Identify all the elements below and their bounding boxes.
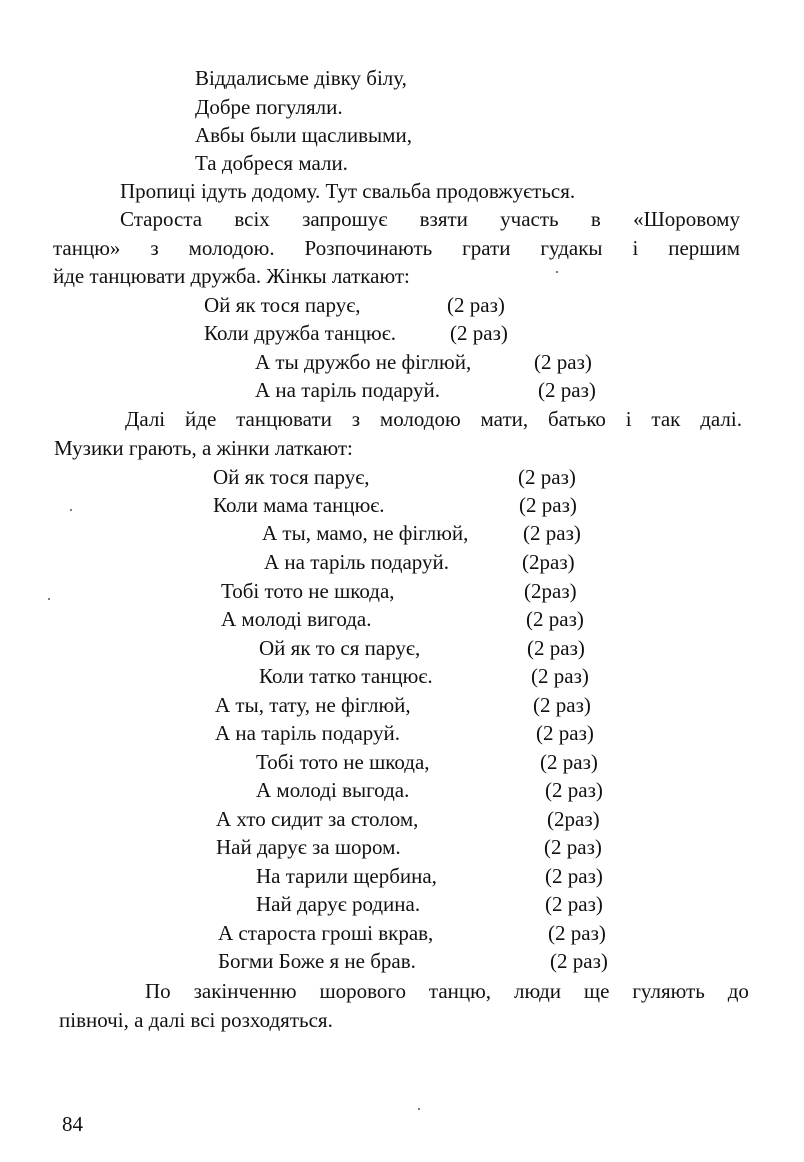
verse-2-line-11: Тобі тото не шкода, — [256, 750, 430, 774]
paragraph-2-line-1 — [120, 209, 740, 230]
verse-2-line-3: А ты, мамо, не фіглюй, — [262, 521, 469, 545]
verse-2-line-5: Тобі тото не шкода, — [221, 579, 395, 603]
repeat-mark: (2 раз) — [544, 835, 602, 859]
repeat-mark: (2 раз) — [526, 607, 584, 631]
paragraph-1: Пропиці ідуть додому. Тут свальба продовжується. — [120, 179, 576, 203]
repeat-mark: (2 раз) — [540, 750, 598, 774]
repeat-mark: (2 раз) — [548, 921, 606, 945]
word: взяти — [419, 207, 468, 231]
word: гуляють — [632, 979, 705, 1003]
repeat-mark: (2раз) — [524, 579, 577, 603]
repeat-mark: (2раз) — [547, 807, 600, 831]
word: до — [727, 979, 749, 1003]
verse-2-line-14: Най дарує за шором. — [216, 835, 401, 859]
repeat-mark: (2 раз) — [447, 293, 505, 317]
verse-2-line-9: А ты, тату, не фіглюй, — [215, 693, 411, 717]
repeat-mark: (2 раз) — [538, 378, 596, 402]
repeat-mark: (2раз) — [522, 550, 575, 574]
verse-1-line-1: Ой як тося парує, — [204, 293, 361, 317]
word: Далі — [125, 407, 166, 431]
verse-2-line-16: Най дарує родина. — [256, 892, 421, 916]
word: молодою — [379, 407, 461, 431]
word: з — [150, 236, 159, 260]
word: ще — [583, 979, 610, 1003]
scan-speck — [556, 271, 558, 273]
verse-2-line-4: А на таріль подаруй. — [264, 550, 449, 574]
verse-2-line-2: Коли мама танцює. — [213, 493, 385, 517]
word: люди — [513, 979, 561, 1003]
word: шорового — [319, 979, 406, 1003]
word: батько — [547, 407, 606, 431]
verse-1-line-3: А ты дружбо не фіглюй, — [255, 350, 472, 374]
paragraph-2-line-3: йде танцювати дружба. Жінкы латкают: — [53, 264, 410, 288]
repeat-mark: (2 раз) — [534, 350, 592, 374]
verse-2-line-10: А на таріль подаруй. — [215, 721, 400, 745]
repeat-mark: (2 раз) — [550, 949, 608, 973]
repeat-mark: (2 раз) — [523, 521, 581, 545]
paragraph-3-line-2: Музики грають, а жінки латкают: — [54, 436, 353, 460]
word: і — [632, 236, 639, 260]
word: Староста — [120, 207, 203, 231]
paragraph-2-line-2 — [53, 238, 740, 259]
stanza-intro-line-1: Віддалисьме дівку білу, — [195, 66, 407, 90]
repeat-mark: (2 раз) — [545, 778, 603, 802]
verse-2-line-12: А молоді выгода. — [256, 778, 410, 802]
word: запрошує — [302, 207, 388, 231]
word: грати — [462, 236, 511, 260]
word: танцю» — [53, 236, 121, 260]
word: далі. — [700, 407, 742, 431]
verse-2-line-1: Ой як тося парує, — [213, 465, 370, 489]
word: всіх — [234, 207, 270, 231]
paragraph-4-line-2: півночі, а далі всі розходяться. — [59, 1008, 333, 1032]
word: По — [145, 979, 171, 1003]
word: танцювати — [236, 407, 332, 431]
scan-speck — [48, 598, 50, 600]
word: участь — [500, 207, 559, 231]
verse-2-line-7: Ой як то ся парує, — [259, 636, 421, 660]
repeat-mark: (2 раз) — [531, 664, 589, 688]
repeat-mark: (2 раз) — [518, 465, 576, 489]
repeat-mark: (2 раз) — [527, 636, 585, 660]
word: йде — [185, 407, 217, 431]
repeat-mark: (2 раз) — [536, 721, 594, 745]
word: з — [351, 407, 361, 431]
word: гудакы — [540, 236, 603, 260]
repeat-mark: (2 раз) — [533, 693, 591, 717]
repeat-mark: (2 раз) — [545, 864, 603, 888]
word: першим — [668, 236, 740, 260]
verse-2-line-8: Коли татко танцює. — [259, 664, 433, 688]
word: танцю, — [428, 979, 492, 1003]
scan-speck — [70, 509, 72, 511]
stanza-intro-line-4: Та добреся мали. — [195, 151, 348, 175]
verse-2-line-15: На тарили щербина, — [256, 864, 437, 888]
word: Розпочинають — [304, 236, 433, 260]
repeat-mark: (2 раз) — [519, 493, 577, 517]
word: закінченню — [193, 979, 297, 1003]
word: так — [651, 407, 681, 431]
verse-2-line-17: А староста гроші вкрав, — [218, 921, 434, 945]
word: мати, — [480, 407, 529, 431]
word: і — [625, 407, 632, 431]
page-number: 84 — [62, 1112, 83, 1136]
verse-2-line-18: Богми Боже я не брав. — [218, 949, 416, 973]
stanza-intro-line-3: Авбы были щасливыми, — [195, 123, 412, 147]
word: молодою. — [188, 236, 275, 260]
scan-speck — [418, 1108, 420, 1110]
verse-2-line-13: А хто сидит за столом, — [216, 807, 419, 831]
verse-1-line-4: А на таріль подаруй. — [255, 378, 440, 402]
paragraph-4-line-1 — [145, 981, 749, 1002]
verse-1-line-2: Коли дружба танцює. — [204, 321, 396, 345]
word: в — [590, 207, 601, 231]
stanza-intro-line-2: Добре погуляли. — [195, 95, 343, 119]
repeat-mark: (2 раз) — [545, 892, 603, 916]
verse-2-line-6: А молоді вигода. — [221, 607, 372, 631]
repeat-mark: (2 раз) — [450, 321, 508, 345]
word: «Шоровому — [633, 207, 740, 231]
paragraph-3-line-1 — [125, 409, 742, 430]
